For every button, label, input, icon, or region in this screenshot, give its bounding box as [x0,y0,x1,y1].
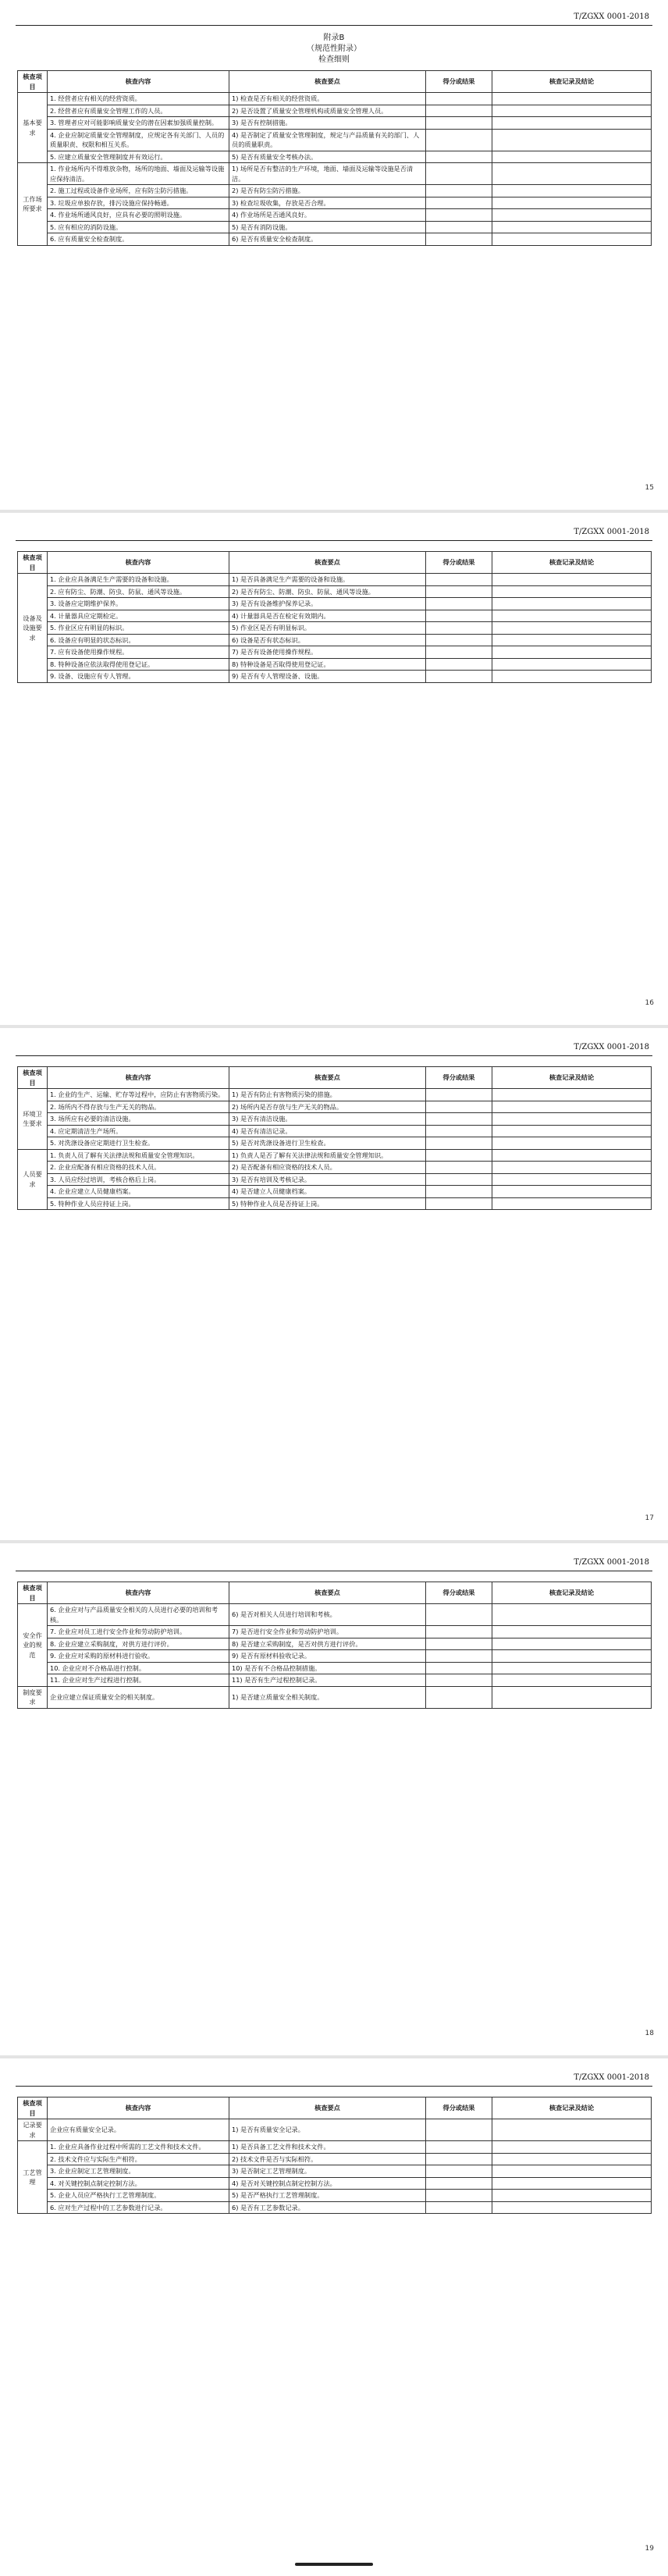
table-row [18,1662,652,1674]
content-cell: 1. 企业的生产、运输、贮存等过程中，应防止有害物质污染。 [48,1089,229,1101]
col-header-content: 核查内容 [48,2097,229,2119]
record-cell[interactable] [492,646,652,659]
point-cell: 4) 是否对关键控制点制定控制方法。 [229,2177,426,2190]
table-row [18,1686,652,1708]
score-cell[interactable] [426,221,492,233]
table-row [18,2177,652,2190]
score-cell[interactable] [426,2165,492,2178]
record-cell[interactable] [492,117,652,130]
record-cell[interactable] [492,1626,652,1638]
score-cell[interactable] [426,658,492,671]
content-cell: 4. 企业应建立人员健康档案。 [48,1186,229,1198]
content-cell: 3. 人员应经过培训，考核合格后上岗。 [48,1173,229,1186]
score-cell[interactable] [426,585,492,598]
header-rule [16,2086,652,2087]
checklist-table [17,2097,652,2214]
page-separator [0,1540,668,1543]
record-cell[interactable] [492,2201,652,2214]
record-cell[interactable] [492,622,652,635]
point-cell: 2) 是否有防尘防污措施。 [229,185,426,197]
category-cell: 工作场所要求 [18,163,48,246]
point-cell: 1) 场所是否有整洁的生产环境，地面、墙面及运输等设施是否清洁。 [229,163,426,185]
point-cell: 1) 是否有质量安全记录。 [229,2119,426,2141]
header-row [18,71,652,93]
record-cell[interactable] [492,1662,652,1674]
document-page [0,1030,668,1538]
col-header-record: 核查记录及结论 [492,1067,652,1089]
table-row [18,1626,652,1638]
col-header-content: 核查内容 [48,1067,229,1089]
header-rule [16,1055,652,1056]
table-row [18,1197,652,1210]
table-row [18,1186,652,1198]
point-cell: 6) 是否有工艺参数记录。 [229,2201,426,2214]
score-cell[interactable] [426,2190,492,2202]
col-header-score: 得分或结果 [426,1582,492,1604]
content-cell: 3. 垃圾应单独存放，排污设施应保持畅通。 [48,197,229,209]
score-cell[interactable] [426,598,492,610]
score-cell[interactable] [426,1638,492,1650]
col-header-score: 得分或结果 [426,552,492,574]
content-cell: 1. 经营者应有相关的经营资质。 [48,93,229,105]
score-cell[interactable] [426,1089,492,1101]
record-cell[interactable] [492,2190,652,2202]
category-cell: 设备及设施要求 [18,574,48,683]
col-header-category: 核查项目 [18,552,48,574]
record-cell[interactable] [492,105,652,117]
score-cell[interactable] [426,197,492,209]
checklist-table [17,70,652,246]
record-cell[interactable] [492,1686,652,1708]
content-cell: 3. 管理者应对可能影响质量安全的潜在因素加强质量控制。 [48,117,229,130]
table-row [18,622,652,635]
point-cell: 1) 是否建立质量安全相关制度。 [229,1686,426,1708]
point-cell: 3) 是否制定工艺管理制度。 [229,2165,426,2178]
col-header-record: 核查记录及结论 [492,71,652,93]
score-cell[interactable] [426,209,492,222]
content-cell: 6. 企业应对与产品质量安全相关的人员进行必要的培训和考核。 [48,1604,229,1626]
record-cell[interactable] [492,585,652,598]
col-header-point: 核查要点 [229,552,426,574]
record-cell[interactable] [492,1089,652,1101]
point-cell: 2) 是否有防尘、防潮、防虫、防鼠、通风等设施。 [229,585,426,598]
category-cell: 安全作业的规范 [18,1604,48,1687]
score-cell[interactable] [426,1626,492,1638]
content-cell: 5. 应有相应的消防设施。 [48,221,229,233]
page-number: 18 [645,2030,654,2037]
col-header-record: 核查记录及结论 [492,2097,652,2119]
score-cell[interactable] [426,233,492,246]
page-number: 15 [645,484,654,492]
score-cell[interactable] [426,634,492,646]
record-cell[interactable] [492,598,652,610]
category-cell: 人员要求 [18,1149,48,1210]
table-row [18,1101,652,1113]
appendix-title: 附录B [323,34,345,42]
document-page [0,515,668,1023]
standard-code: T/ZGXX 0001-2018 [574,2073,649,2082]
content-cell: 11. 企业应对生产过程进行控制。 [48,1674,229,1687]
table-row [18,2141,652,2154]
score-cell[interactable] [426,1173,492,1186]
score-cell[interactable] [426,1674,492,1687]
score-cell[interactable] [426,185,492,197]
record-cell[interactable] [492,1162,652,1174]
table-row [18,1113,652,1126]
col-header-category: 核查项目 [18,71,48,93]
table-row [18,1125,652,1137]
table-row [18,658,652,671]
record-cell[interactable] [492,185,652,197]
point-cell: 2) 是否配备有相应资格的技术人员。 [229,1162,426,1174]
point-cell: 9) 是否有专人管理设备、设施。 [229,671,426,683]
score-cell[interactable] [426,1125,492,1137]
header-row [18,552,652,574]
content-cell: 6. 设备应有明显的状态标识。 [48,634,229,646]
table-row [18,1674,652,1687]
point-cell: 5) 是否对洗涤设备进行卫生检查。 [229,1137,426,1150]
col-header-point: 核查要点 [229,2097,426,2119]
point-cell: 4) 是否有清洁记录。 [229,1125,426,1137]
score-cell[interactable] [426,151,492,163]
header-row [18,1067,652,1089]
checklist-table [17,1066,652,1210]
content-cell: 3. 企业应制定工艺管理制度。 [48,2165,229,2178]
score-cell[interactable] [426,2201,492,2214]
record-cell[interactable] [492,151,652,163]
col-header-record: 核查记录及结论 [492,552,652,574]
standard-code: T/ZGXX 0001-2018 [574,1043,649,1051]
content-cell: 6. 应有质量安全检查制度。 [48,233,229,246]
point-cell: 1) 检查是否有相关的经营资质。 [229,93,426,105]
content-cell: 6. 应对生产过程中的工艺参数进行记录。 [48,2201,229,2214]
table-row [18,2190,652,2202]
col-header-score: 得分或结果 [426,1067,492,1089]
appendix-title-block [0,33,668,66]
score-cell[interactable] [426,646,492,659]
page-separator [0,510,668,513]
content-cell: 9. 企业应对采购的原材料进行验收。 [48,1650,229,1663]
record-cell[interactable] [492,1137,652,1150]
score-cell[interactable] [426,1650,492,1663]
point-cell: 3) 检查垃圾收集，存放是否合理。 [229,197,426,209]
table-row [18,185,652,197]
table-row [18,2201,652,2214]
record-cell[interactable] [492,2141,652,2154]
content-cell: 5. 特种作业人员应持证上岗。 [48,1197,229,1210]
content-cell: 8. 企业应建立采购制度，对供方进行评价。 [48,1638,229,1650]
record-cell[interactable] [492,1650,652,1663]
score-cell[interactable] [426,129,492,151]
table-row [18,646,652,659]
point-cell: 6) 设备是否有状态标识。 [229,634,426,646]
record-cell[interactable] [492,163,652,185]
record-cell[interactable] [492,574,652,586]
score-cell[interactable] [426,2177,492,2190]
record-cell[interactable] [492,1604,652,1626]
table-row [18,574,652,586]
content-cell: 9. 设备、设施应有专人管理。 [48,671,229,683]
document-page [0,0,668,507]
score-cell[interactable] [426,117,492,130]
point-cell: 4) 是否建立人员健康档案。 [229,1186,426,1198]
table-row [18,129,652,151]
point-cell: 5) 是否有消防设施。 [229,221,426,233]
col-header-category: 核查项目 [18,1067,48,1089]
point-cell: 4) 计量器具是否在检定有效期内。 [229,610,426,622]
score-cell[interactable] [426,2119,492,2141]
col-header-point: 核查要点 [229,1582,426,1604]
record-cell[interactable] [492,1186,652,1198]
table-row [18,197,652,209]
table-row [18,117,652,130]
score-cell[interactable] [426,163,492,185]
col-header-content: 核查内容 [48,71,229,93]
checklist-table [17,1582,652,1709]
content-cell: 5. 对洗涤设备应定期进行卫生检查。 [48,1137,229,1150]
content-cell: 3. 场所应有必要的清洁设施。 [48,1113,229,1126]
document-page [0,2061,668,2568]
standard-code: T/ZGXX 0001-2018 [574,528,649,536]
table-row [18,93,652,105]
appendix-subtitle: 检查细则 [318,55,350,64]
header-row [18,2097,652,2119]
record-cell[interactable] [492,671,652,683]
category-cell: 基本要求 [18,93,48,163]
content-cell: 5. 企业人员应严格执行工艺管理制度。 [48,2190,229,2202]
category-cell: 环境卫生要求 [18,1089,48,1150]
score-cell[interactable] [426,671,492,683]
record-cell[interactable] [492,197,652,209]
table-row [18,1089,652,1101]
score-cell[interactable] [426,93,492,105]
table-row [18,1173,652,1186]
col-header-category: 核查项目 [18,2097,48,2119]
record-cell[interactable] [492,2165,652,2178]
document-page [0,1546,668,2053]
point-cell: 5) 作业区是否有明显标识。 [229,622,426,635]
point-cell: 7) 是否有设备使用操作规程。 [229,646,426,659]
point-cell: 2) 技术文件是否与实际相符。 [229,2153,426,2165]
record-cell[interactable] [492,1113,652,1126]
point-cell: 1) 负责人是否了解有关法律法规和质量安全管理知识。 [229,1149,426,1162]
record-cell[interactable] [492,129,652,151]
point-cell: 3) 是否有培训及考核记录。 [229,1173,426,1186]
scroll-indicator[interactable] [295,2563,373,2566]
table-row [18,1604,652,1626]
category-cell: 制度要求 [18,1686,48,1708]
score-cell[interactable] [426,574,492,586]
header-rule [16,25,652,26]
record-cell[interactable] [492,1674,652,1687]
score-cell[interactable] [426,2141,492,2154]
record-cell[interactable] [492,1197,652,1210]
content-cell: 10. 企业应对不合格品进行控制。 [48,1662,229,1674]
table-row [18,2119,652,2141]
point-cell: 4) 作业场所是否通风良好。 [229,209,426,222]
record-cell[interactable] [492,221,652,233]
record-cell[interactable] [492,610,652,622]
content-cell: 5. 应建立质量安全管理制度并有效运行。 [48,151,229,163]
table-row [18,610,652,622]
table-row [18,1162,652,1174]
header-rule [16,540,652,541]
page-number: 19 [645,2545,654,2553]
content-cell: 4. 计量器具应定期检定。 [48,610,229,622]
record-cell[interactable] [492,2119,652,2141]
point-cell: 8) 是否建立采购制度，是否对供方进行评价。 [229,1638,426,1650]
col-header-point: 核查要点 [229,1067,426,1089]
col-header-point: 核查要点 [229,71,426,93]
content-cell: 2. 场所内不得存放与生产无关的物品。 [48,1101,229,1113]
content-cell: 4. 应定期清洁生产场所。 [48,1125,229,1137]
point-cell: 3) 是否有控制措施。 [229,117,426,130]
point-cell: 2) 是否设置了质量安全管理机构或质量安全管理人员。 [229,105,426,117]
table-row [18,1650,652,1663]
page-number: 16 [645,999,654,1007]
score-cell[interactable] [426,1137,492,1150]
table-row [18,598,652,610]
page-separator [0,1025,668,1028]
score-cell[interactable] [426,1686,492,1708]
record-cell[interactable] [492,209,652,222]
col-header-content: 核查内容 [48,552,229,574]
page-separator [0,2055,668,2058]
content-cell: 4. 对关键控制点制定控制方法。 [48,2177,229,2190]
point-cell: 5) 特种作业人员是否持证上岗。 [229,1197,426,1210]
score-cell[interactable] [426,1186,492,1198]
table-row [18,163,652,185]
content-cell: 2. 技术文件应与实际生产相符。 [48,2153,229,2165]
score-cell[interactable] [426,1662,492,1674]
record-cell[interactable] [492,2177,652,2190]
point-cell: 5) 是否有质量安全考核办法。 [229,151,426,163]
checklist-table [17,551,652,683]
record-cell[interactable] [492,2153,652,2165]
table-row [18,585,652,598]
score-cell[interactable] [426,1113,492,1126]
point-cell: 1) 是否具备工艺文件和技术文件。 [229,2141,426,2154]
content-cell: 5. 作业区应有明显的标识。 [48,622,229,635]
point-cell: 11) 是否有生产过程控制记录。 [229,1674,426,1687]
table-row [18,209,652,222]
record-cell[interactable] [492,634,652,646]
table-row [18,671,652,683]
score-cell[interactable] [426,1197,492,1210]
content-cell: 2. 应有防尘、防潮、防虫、防鼠、通风等设施。 [48,585,229,598]
record-cell[interactable] [492,1638,652,1650]
col-header-category: 核查项目 [18,1582,48,1604]
point-cell: 1) 是否有防止有害物质污染的措施。 [229,1089,426,1101]
table-row [18,105,652,117]
score-cell[interactable] [426,1162,492,1174]
score-cell[interactable] [426,1604,492,1626]
point-cell: 7) 是否进行安全作业和劳动防护培训。 [229,1626,426,1638]
record-cell[interactable] [492,658,652,671]
table-row [18,151,652,163]
point-cell: 3) 是否有清洁设施。 [229,1113,426,1126]
category-cell: 记录要求 [18,2119,48,2141]
score-cell[interactable] [426,1101,492,1113]
header-row [18,1582,652,1604]
score-cell[interactable] [426,1149,492,1162]
table-row [18,221,652,233]
content-cell: 2. 企业应配备有相应资格的技术人员。 [48,1162,229,1174]
score-cell[interactable] [426,105,492,117]
content-cell: 7. 企业应对员工进行安全作业和劳动防护培训。 [48,1626,229,1638]
content-cell: 企业应有质量安全记录。 [48,2119,229,2141]
content-cell: 4. 作业场所通风良好，应具有必要的照明设施。 [48,209,229,222]
score-cell[interactable] [426,2153,492,2165]
content-cell: 企业应建立保证质量安全的相关制度。 [48,1686,229,1708]
point-cell: 3) 是否有设备维护保养记录。 [229,598,426,610]
table-row [18,1137,652,1150]
category-cell: 工艺管理 [18,2141,48,2214]
point-cell: 6) 是否有质量安全检查制度。 [229,233,426,246]
point-cell: 8) 特种设备是否取得使用登记证。 [229,658,426,671]
content-cell: 8. 特种设备应依法取得使用登记证。 [48,658,229,671]
standard-code: T/ZGXX 0001-2018 [574,12,649,21]
content-cell: 1. 负责人员了解有关法律法规和质量安全管理知识。 [48,1149,229,1162]
table-row [18,1638,652,1650]
col-header-content: 核查内容 [48,1582,229,1604]
content-cell: 1. 企业应具备满足生产需要的设备和设施。 [48,574,229,586]
point-cell: 9) 是否有原材料验收记录。 [229,1650,426,1663]
point-cell: 10) 是否有不合格品控制措施。 [229,1662,426,1674]
content-cell: 2. 施工过程或设备作业场所，应有防尘防污措施。 [48,185,229,197]
point-cell: 1) 是否具备满足生产需要的设备和设施。 [229,574,426,586]
content-cell: 7. 应有设备使用操作规程。 [48,646,229,659]
standard-code: T/ZGXX 0001-2018 [574,1558,649,1567]
score-cell[interactable] [426,610,492,622]
table-row [18,233,652,246]
record-cell[interactable] [492,1101,652,1113]
col-header-record: 核查记录及结论 [492,1582,652,1604]
record-cell[interactable] [492,1125,652,1137]
content-cell: 2. 经营者应有质量安全管理工作的人员。 [48,105,229,117]
content-cell: 1. 作业场所内不得堆放杂物，场所的地面、墙面及运输等设施应保持清洁。 [48,163,229,185]
table-row [18,2165,652,2178]
record-cell[interactable] [492,233,652,246]
record-cell[interactable] [492,1173,652,1186]
content-cell: 4. 企业应制定质量安全管理制度，应规定各有关部门、人员的质量职责、权限和相互关系。 [48,129,229,151]
appendix-type: （规范性附录） [307,44,361,53]
page-number: 17 [645,1514,654,1522]
record-cell[interactable] [492,1149,652,1162]
col-header-score: 得分或结果 [426,71,492,93]
col-header-score: 得分或结果 [426,2097,492,2119]
table-row [18,1149,652,1162]
content-cell: 1. 企业应具备作业过程中所需的工艺文件和技术文件。 [48,2141,229,2154]
point-cell: 5) 是否严格执行工艺管理制度。 [229,2190,426,2202]
content-cell: 3. 设备应定期维护保养。 [48,598,229,610]
record-cell[interactable] [492,93,652,105]
point-cell: 4) 是否制定了质量安全管理制度，规定与产品质量有关的部门、人员的质量职责。 [229,129,426,151]
table-row [18,634,652,646]
point-cell: 6) 是否对相关人员进行培训和考核。 [229,1604,426,1626]
score-cell[interactable] [426,622,492,635]
point-cell: 2) 场所内是否存放与生产无关的物品。 [229,1101,426,1113]
table-row [18,2153,652,2165]
